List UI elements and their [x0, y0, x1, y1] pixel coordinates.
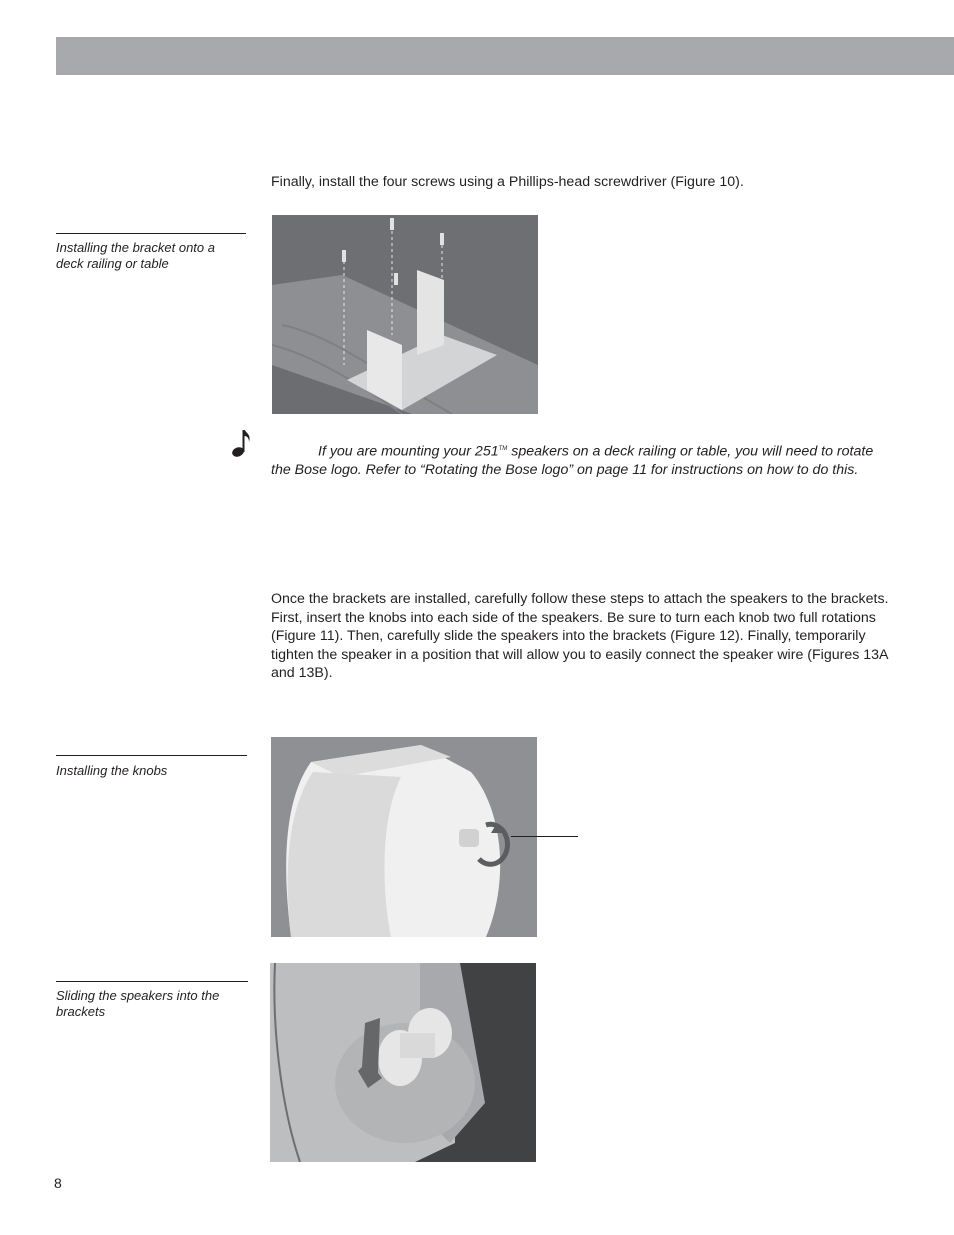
note-text-end: speakers on a deck railing or table, you will need to rotate the Bose logo. Refer to “Rotating the Bose logo” on page 11 for instructions on how to do this. [271, 443, 874, 479]
screws-paragraph: Finally, install the four screws using a Phillips-head screwdriver (Figure 10). [271, 174, 744, 190]
caption-rule [56, 233, 246, 234]
attach-paragraph: Once the brackets are installed, carefully follow these steps to attach the speakers to the brackets. First, insert the knobs into each side of the speakers. Be sure to turn each knob two full rotations (Figure 11). Then, carefully slide the speakers into the brackets (Figure 12). Finally, temporarily tighten the speaker in a position that will allow you to easily connect the speaker wire (Figures 13A and 13B). [271, 591, 889, 682]
note-text-start: If you are mounting your 251 [318, 443, 499, 460]
caption-rule [56, 755, 247, 756]
figure-caption-bracket: Installing the bracket onto a deck railing or table [56, 240, 215, 271]
figure-caption-knobs: Installing the knobs [56, 763, 168, 778]
header-bar [56, 37, 954, 75]
figure-speaker-slide [270, 963, 536, 1162]
figure-caption-sliding: Sliding the speakers into the brackets [56, 988, 220, 1019]
figure-knob-install [271, 737, 537, 937]
trademark-mark: TM [498, 446, 508, 452]
caption-rule [56, 981, 248, 982]
note-text [271, 440, 896, 480]
callout-line [511, 836, 578, 837]
page-number: 8 [54, 1175, 62, 1191]
figure-bracket-install [272, 215, 538, 414]
music-note-icon [232, 428, 252, 458]
